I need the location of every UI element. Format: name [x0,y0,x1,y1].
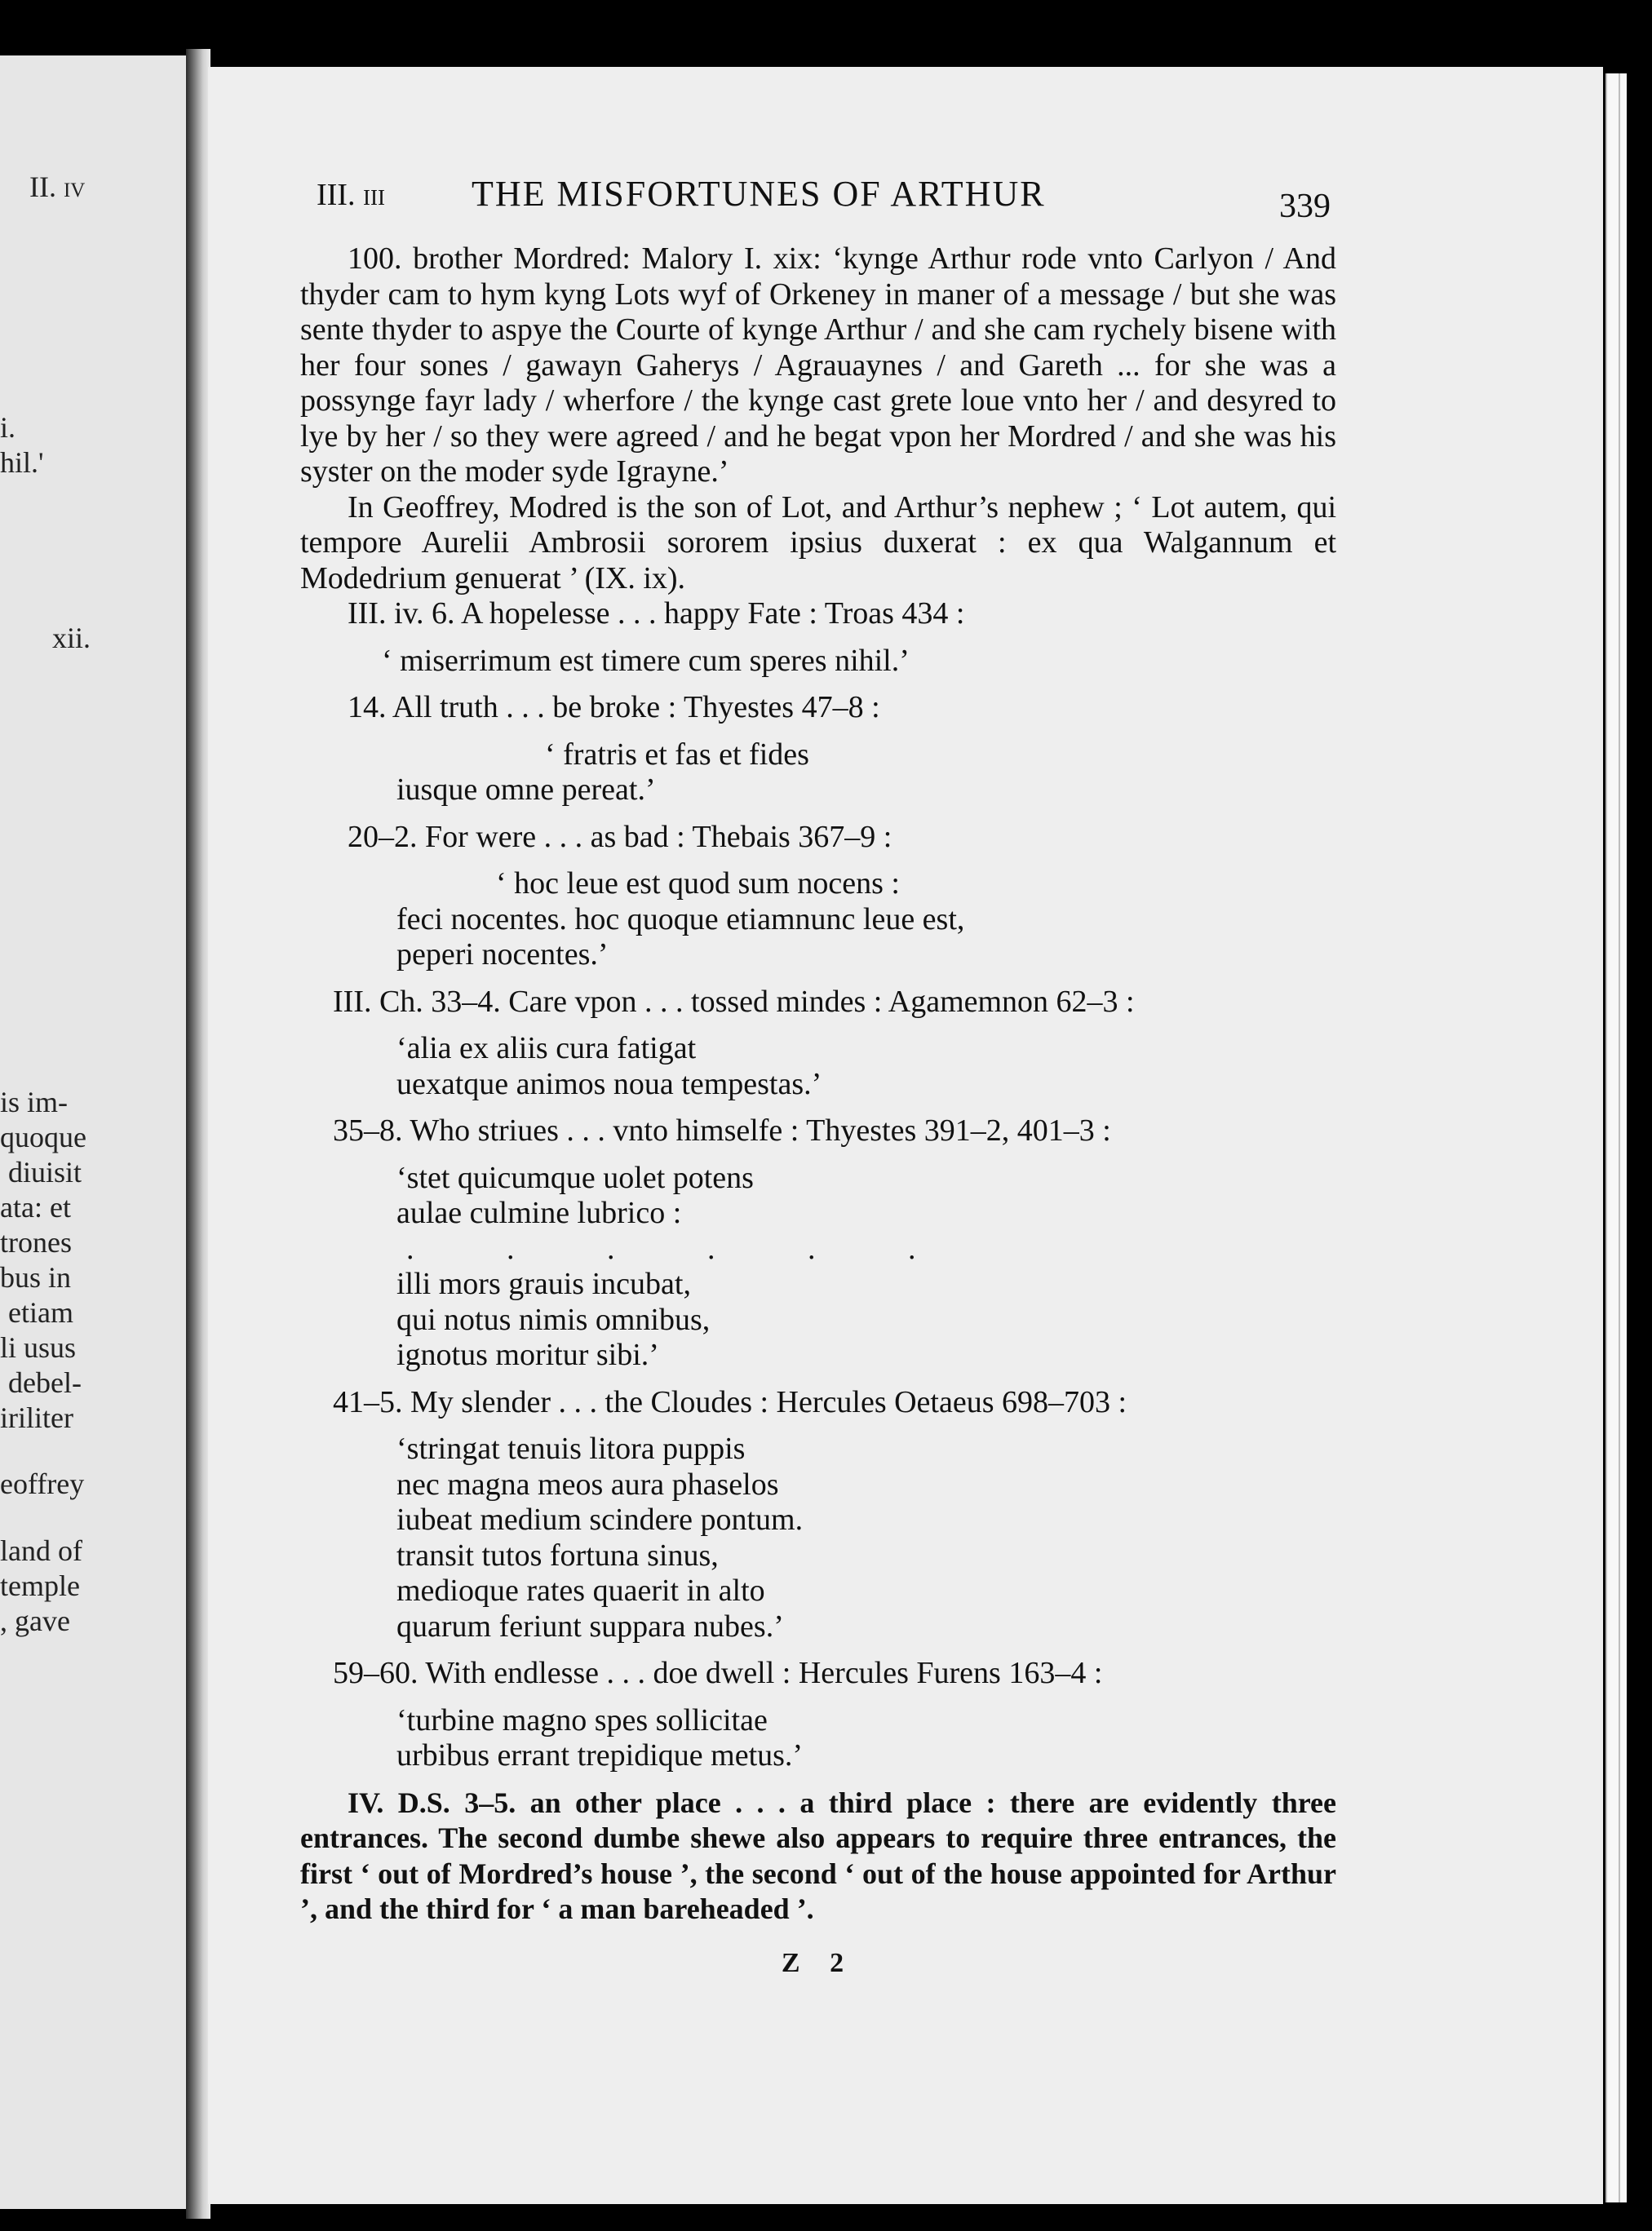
quote-line: uexatque animos noua tempestas.’ [396,1066,822,1101]
quote-line: ignotus moritur sibi.’ [396,1338,659,1372]
quote-line: feci nocentes. hoc quoque etiamnunc leue est, [396,901,965,936]
note-ref: 14. All truth . . . be broke : Thyestes 47–8 : [348,690,880,724]
book-gutter [186,49,210,2219]
note-paragraph: In Geoffrey, Modred is the son of Lot, and Arthur’s nephew ; ‘ Lot autem, qui tempore Aurelii Ambrosii sororem ipsius duxerat : ex qua Walgannum et Modedrium genuerat ’ (IX. ix). [300,489,1336,595]
left-line: , gave [0,1605,70,1637]
note-ref: 59–60. With endlesse . . . doe dwell : Hercules Furens 163–4 : [333,1656,1103,1690]
left-line: bus in [0,1261,72,1294]
quote-line: aulae culmine lubrico : [396,1196,682,1230]
left-page [0,55,186,2209]
quote-line: medioque rates quaerit in alto [396,1574,765,1608]
section-ref: III. iii [317,178,385,212]
quote-line: ‘ fratris et fas et fides [545,737,809,772]
quote-line: ‘alia ex aliis cura fatigat [396,1031,697,1065]
left-line: diuisit [8,1156,82,1189]
quote-line: iubeat medium scindere pontum. [396,1503,804,1537]
left-line: quoque [0,1121,86,1153]
quote-line: illi mors grauis incubat, [396,1267,691,1301]
page-content [300,171,1336,1981]
note-paragraph: IV. D.S. 3–5. an other place . . . a third place : there are evidently three entrances. The second dumbe shewe also appears to require three entrances, the first ‘ out of Mordred’s house ’, the second ‘ out of the house appointed for Arthur ’, and the third for ‘ a man bareheaded ’. [300,1786,1336,1925]
page-edge [1619,73,1627,2202]
page-edge [1605,73,1619,2202]
left-line: debel- [8,1366,82,1399]
note-ref: 20–2. For were . . . as bad : Thebais 367–9 : [348,819,892,854]
quote-line: nec magna meos aura phaselos [396,1467,779,1502]
quote-line: quarum feriunt suppara nubes.’ [396,1609,784,1644]
left-line: hil.' [0,446,44,479]
left-line: ata: et [0,1191,71,1224]
left-line: li usus [0,1331,77,1364]
quote-line: urbibus errant trepidique metus.’ [396,1738,804,1773]
left-line: xii. [52,622,91,654]
quote-line: transit tutos fortuna sinus, [396,1538,719,1573]
left-line: temple [0,1569,80,1602]
note-ref: III. iv. 6. A hopelesse . . . happy Fate : Troas 434 : [348,596,965,631]
note-ref: III. Ch. 33–4. Care vpon . . . tossed mindes : Agamemnon 62–3 : [333,984,1135,1019]
signature-mark: Z 2 [781,1947,856,1978]
quote-line: qui notus nimis omnibus, [396,1302,711,1337]
left-line: etiam [8,1296,73,1329]
left-line: i. [0,411,16,444]
note-paragraph: 100. brother Mordred: Malory I. xix: ‘kynge Arthur rode vnto Carlyon / And thyder cam to hym kyng Lots wyf of Orkeney in maner of a message / but she was sente thyder to aspye the Courte of kynge Arthur / and she cam rychely bisene with her four sones / gawayn Gaherys / Agrauaynes / and Gareth ... for she was a possynge fayr lady / wherfore / the kynge cast grete loue vnto her / and desyred to lye by her / so they were agreed / and he begat vpon her Mordred / and she was his syster on the moder syde Igrayne.’ [300,241,1336,489]
quote-line: iusque omne pereat.’ [396,772,656,807]
quote-line: ‘turbine magno spes sollicitae [396,1702,768,1737]
quote-line: ‘ hoc leue est quod sum nocens : [496,866,900,901]
ellipsis-line: . . . . . . [406,1231,959,1266]
left-line: trones [0,1226,72,1259]
page-number: 339 [1279,188,1331,225]
note-ref: 41–5. My slender . . . the Cloudes : Hercules Oetaeus 698–703 : [333,1384,1127,1419]
left-line: iriliter [0,1401,73,1434]
note-ref: 35–8. Who striues . . . vnto himselfe : Thyestes 391–2, 401–3 : [333,1113,1111,1148]
quote-line: ‘stringat tenuis litora puppis [396,1432,746,1466]
left-line: eoffrey [0,1467,85,1500]
left-line: is im- [0,1086,69,1118]
left-line: land of [0,1534,82,1567]
left-running-head: II. iv [29,170,86,203]
quote-line: ‘ miserrimum est timere cum speres nihil.’ [382,643,910,678]
quote-line: ‘stet quicumque uolet potens [396,1160,754,1195]
running-header [300,171,1336,235]
page-title: THE MISFORTUNES OF ARTHUR [472,174,1046,214]
quote-line: peperi nocentes.’ [396,937,609,972]
